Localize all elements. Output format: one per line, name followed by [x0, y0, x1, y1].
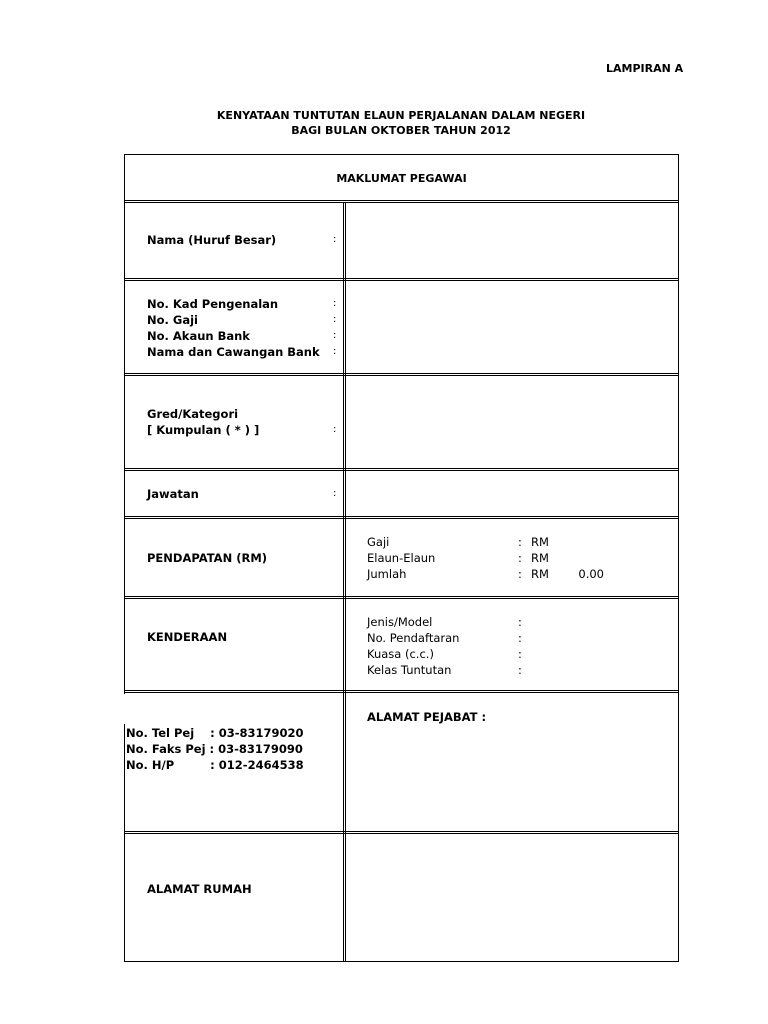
tel-bimbit: No. H/P : 012-2464538: [126, 758, 304, 772]
elaun-currency: RM: [531, 551, 549, 565]
kelas-tuntutan-label: Kelas Tuntutan: [367, 663, 452, 677]
table-right-border: [678, 154, 679, 962]
elaun-colon: :: [518, 551, 522, 565]
no-pendaftaran-label: No. Pendaftaran: [367, 631, 460, 645]
row-divider: [124, 831, 679, 834]
gaji-no-label: No. Gaji: [147, 313, 198, 327]
kuasa-label: Kuasa (c.c.): [367, 647, 434, 661]
pendapatan-label: PENDAPATAN (RM): [147, 551, 268, 565]
ic-bank-field[interactable]: [348, 282, 676, 371]
alamat-rumah-field[interactable]: [348, 835, 676, 959]
faks-pejabat: No. Faks Pej : 03-83179090: [126, 742, 303, 756]
gred-field[interactable]: [348, 377, 676, 466]
jenis-model-colon: :: [518, 615, 522, 629]
row-divider: [124, 200, 679, 203]
alamat-pejabat-label: ALAMAT PEJABAT :: [367, 710, 487, 724]
border-gap: [122, 694, 126, 724]
kumpulan-label: [ Kumpulan ( * ) ]: [147, 423, 260, 437]
row-divider: [124, 278, 679, 281]
gaji-currency: RM: [531, 535, 549, 549]
jumlah-label: Jumlah: [367, 567, 407, 581]
form-title-line1: KENYATAAN TUNTUTAN ELAUN PERJALANAN DALAM NEGERI: [216, 109, 586, 122]
jenis-model-label: Jenis/Model: [367, 615, 433, 629]
nama-label: Nama (Huruf Besar): [147, 233, 277, 247]
akaun-bank-colon: :: [333, 330, 337, 341]
nama-colon: :: [333, 234, 337, 245]
jumlah-colon: :: [518, 567, 522, 581]
elaun-label: Elaun-Elaun: [367, 551, 436, 565]
row-divider: [124, 373, 679, 376]
no-pendaftaran-colon: :: [518, 631, 522, 645]
row-divider: [124, 468, 679, 471]
jawatan-field[interactable]: [348, 472, 676, 514]
gaji-colon: :: [518, 535, 522, 549]
jumlah-value: 0.00: [578, 567, 604, 581]
ic-colon: :: [333, 298, 337, 309]
alamat-rumah-label: ALAMAT RUMAH: [147, 882, 252, 896]
gred-label: Gred/Kategori: [147, 407, 239, 421]
kelas-tuntutan-colon: :: [518, 663, 522, 677]
jumlah-currency: RM: [531, 567, 549, 581]
section-title: MAKLUMAT PEGAWAI: [336, 172, 467, 185]
ic-label: No. Kad Pengenalan: [147, 297, 279, 311]
table-top-border: [124, 154, 679, 155]
nama-field[interactable]: [348, 204, 676, 276]
form-title-line2: BAGI BULAN OKTOBER TAHUN 2012: [291, 124, 511, 137]
kuasa-colon: :: [518, 647, 522, 661]
column-divider: [343, 202, 346, 962]
gaji-label: Gaji: [367, 535, 390, 549]
akaun-bank-label: No. Akaun Bank: [147, 329, 250, 343]
gaji-no-colon: :: [333, 314, 337, 325]
bank-branch-label: Nama dan Cawangan Bank: [147, 345, 320, 359]
bank-branch-colon: :: [333, 346, 337, 357]
jawatan-colon: :: [333, 488, 337, 499]
alamat-pejabat-field[interactable]: [348, 728, 676, 828]
attachment-label: LAMPIRAN A: [606, 62, 684, 75]
kenderaan-label: KENDERAAN: [147, 630, 228, 644]
table-bottom-border: [124, 961, 679, 962]
row-divider: [124, 690, 679, 693]
jawatan-label: Jawatan: [147, 487, 199, 501]
row-divider: [124, 596, 679, 599]
table-left-border: [124, 154, 125, 962]
tel-pejabat: No. Tel Pej : 03-83179020: [126, 726, 304, 740]
gred-colon: :: [333, 424, 337, 435]
row-divider: [124, 516, 679, 519]
